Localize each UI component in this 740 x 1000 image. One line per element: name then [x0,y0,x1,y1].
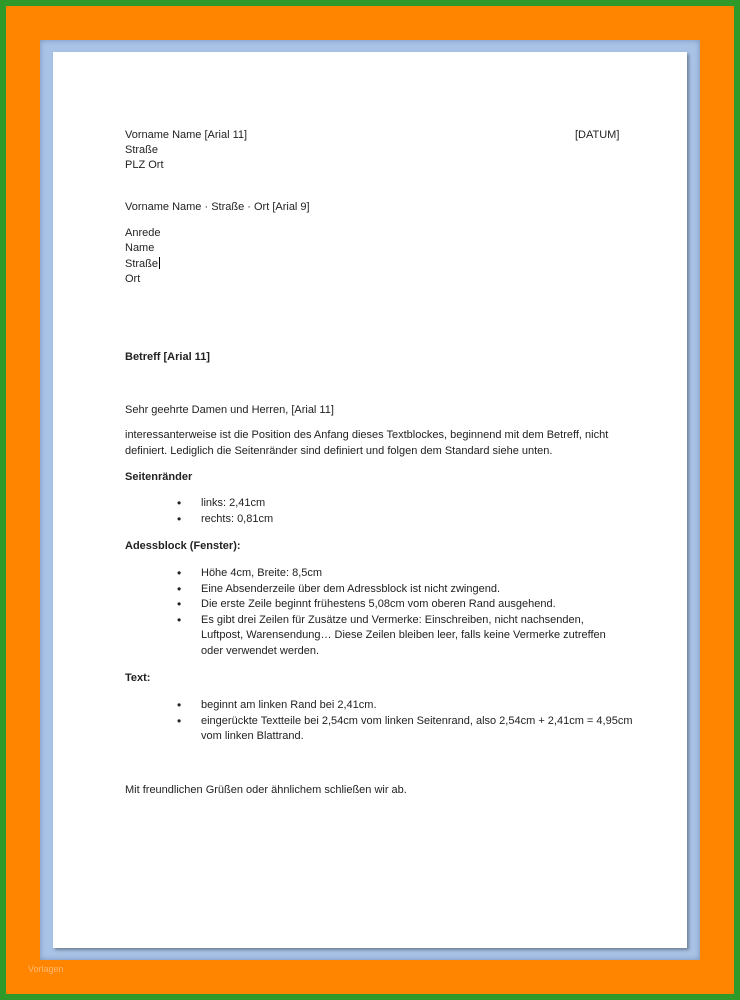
text-cursor [159,257,160,269]
recipient-salutation: Anrede [125,227,161,239]
list-item: • beginnt am linken Rand bei 2,41cm. [201,698,633,714]
list-item: • Eine Absenderzeile über dem Adressblock ist nicht zwingend. [201,582,626,598]
text-heading: Text: [125,672,151,684]
margins-heading: Seitenränder [125,471,193,483]
recipient-street-line [125,257,160,272]
sender-street: Straße [125,144,159,156]
address-block-list [201,566,626,659]
subject-line: Betreff [Arial 11] [125,351,210,363]
address-block-heading: Adessblock (Fenster): [125,540,241,552]
list-item: • Die erste Zeile beginnt frühestens 5,08cm vom oberen Rand ausgehend. [201,597,626,613]
sender-city: PLZ Ort [125,159,164,171]
intro-paragraph: interessanterweise ist die Position des Anfang dieses Textblockes, beginnend mit dem Betreff, nicht definiert. Lediglich die Seitenränder sind definiert und folgen dem Standard siehe unten. [125,429,609,457]
recipient-street: Straße [125,258,159,270]
sender-name: Vorname Name [Arial 11] [125,129,248,141]
date-field: [DATUM] [575,129,620,141]
document-page[interactable] [53,52,687,948]
return-address-line: Vorname Name · Straße · Ort [Arial 9] [125,201,310,213]
closing-line: Mit freundlichen Grüßen oder ähnlichem schließen wir ab. [125,784,407,796]
margins-list [201,496,621,527]
list-item: • links: 2,41cm [201,496,621,512]
list-item: • eingerückte Textteile bei 2,54cm vom linken Seitenrand, also 2,54cm + 2,41cm = 4,95cm vom linken Blattrand. [201,714,633,745]
list-item: • rechts: 0,81cm [201,512,621,528]
salutation-line: Sehr geehrte Damen und Herren, [Arial 11] [125,404,334,416]
list-item: • Höhe 4cm, Breite: 8,5cm [201,566,626,582]
text-list [201,698,633,745]
watermark-text: Vorlagen [28,964,64,974]
recipient-city: Ort [125,273,141,285]
list-item: • Es gibt drei Zeilen für Zusätze und Vermerke: Einschreiben, nicht nachsenden, Luftpost, Warensendung… Diese Zeilen bleiben leer, falls keine Vermerke zutreffen oder verwendet werden. [201,613,626,660]
recipient-name: Name [125,242,155,254]
